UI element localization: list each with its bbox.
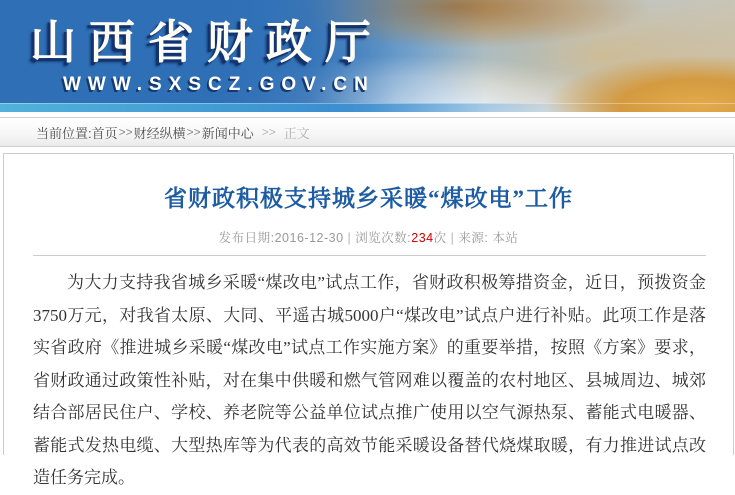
site-banner (0, 0, 735, 112)
views-label: 浏览次数: (355, 231, 412, 245)
breadcrumb-item-finance-news[interactable]: 财经纵横 (133, 125, 186, 141)
source-label: 来源: (458, 231, 489, 245)
banner-bottom-strip (0, 103, 735, 112)
breadcrumb-separator: >> (118, 125, 133, 139)
meta-separator: | (450, 231, 455, 245)
article-container (3, 153, 734, 487)
views-count: 234 (411, 231, 434, 245)
breadcrumb (0, 117, 735, 147)
views-suffix: 次 (433, 231, 447, 245)
breadcrumb-separator: >> (186, 125, 201, 139)
breadcrumb-location-label: 当前位置: (36, 125, 92, 141)
source-value: 本站 (492, 231, 519, 245)
breadcrumb-separator: >> (261, 125, 276, 139)
article-title: 省财政积极支持城乡采暖“煤改电”工作 (164, 186, 573, 211)
article-meta (4, 228, 733, 246)
site-url-text: WWW.SXSCZ.GOV.CN (63, 74, 375, 95)
meta-separator: | (347, 231, 352, 245)
breadcrumb-item-news-center[interactable]: 新闻中心 (201, 125, 254, 141)
publish-date-label: 发布日期: (218, 231, 275, 245)
breadcrumb-item-current: 正文 (283, 125, 310, 141)
site-logo-text: 山西省财政厅 (30, 16, 384, 68)
publish-date-value: 2016-12-30 (274, 231, 344, 245)
meta-divider (33, 255, 706, 256)
article-body-text: 为大力支持我省城乡采暖“煤改电”试点工作，省财政积极筹措资金，近日，预拨资金3750万元，对我省太原、大同、平遥古城5000户“煤改电”试点户进行补贴。此项工作是落实省政府《推进城乡采暖“煤改电”试点工作实施方案》的重要举措，按照《方案》要求，省财政通过政策性补贴，对在集中供暖和燃气管网难以覆盖的农村地区、县城周边、城郊结合部居民住户、学校、养老院等公益单位试点推广使用以空气源热泵、蓄能式电暖器、蓄能式发热电缆、大型热库等为代表的高效节能采暖设备替代烧煤取暖，有力推进试点改造任务完成。 (33, 273, 706, 487)
breadcrumb-item-home[interactable]: 首页 (91, 125, 118, 141)
